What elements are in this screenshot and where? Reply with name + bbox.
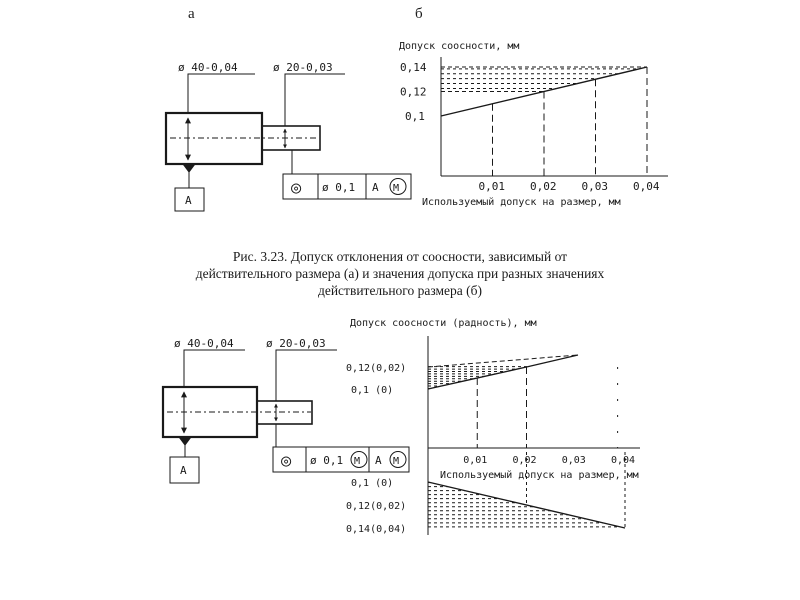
chart-a-y-tick: 0,12 <box>400 85 427 99</box>
chart-b-x-label: Используемый допуск на размер, мм <box>440 470 639 481</box>
chart-b-guide-upper <box>428 355 578 367</box>
chart-a-y-label: Допуск соосности, мм <box>399 41 520 52</box>
caption-line-2: действительного размера (а) и значения допуска при разных значениях <box>195 266 605 281</box>
chart-a-y-tick: 0,14 <box>400 61 427 74</box>
panel-label-a: а <box>188 6 195 22</box>
chart-b-y-tick: 0,12(0,02) <box>346 363 407 374</box>
chart-a-x-tick: 0,04 <box>633 180 660 193</box>
concentricity-icon-b: ◎ <box>281 451 292 471</box>
frame-modifier-b1: M <box>354 456 361 467</box>
frame-value: ø 0,1 <box>322 181 356 194</box>
chart-a-x-tick: 0,03 <box>581 180 608 193</box>
chart-b-marks <box>428 355 625 528</box>
frame-value-b: ø 0,1 <box>310 454 344 467</box>
chart-b-x-tick: 0,04 <box>611 455 636 466</box>
frame-datum: A <box>372 181 379 194</box>
panel-label-b: б <box>415 6 423 22</box>
caption-line-1: Рис. 3.23. Допуск отклонения от соосности, зависимый от <box>232 249 568 264</box>
chart-a-y-tick: 0,1 <box>405 110 425 123</box>
dim-label-small: ø 20-0,03 <box>273 61 333 74</box>
datum-label: A <box>185 194 192 207</box>
chart-b-y-tick: 0,1 (0) <box>351 385 394 396</box>
dim-label-large-b: ø 40-0,04 <box>174 337 234 350</box>
concentricity-icon: ◎ <box>291 178 302 198</box>
chart-a-ticks <box>400 61 660 193</box>
chart-b-ticks <box>346 363 635 535</box>
chart-b-x-tick: 0,01 <box>463 455 488 466</box>
leader-large <box>188 74 255 113</box>
leader-small-b <box>276 350 337 401</box>
chart-a-x-tick: 0,02 <box>530 180 557 193</box>
chart-b <box>428 336 640 535</box>
chart-a <box>441 57 668 176</box>
caption-line-3: действительного размера (б) <box>317 283 483 298</box>
leader-large-b <box>184 350 245 387</box>
chart-b-y-tick-lower: 0,12(0,02) <box>346 501 407 512</box>
chart-b-y-tick-lower: 0,14(0,04) <box>346 524 407 535</box>
datum-triangle <box>183 164 195 172</box>
datum-triangle-b <box>179 437 191 445</box>
chart-b-y-label: Допуск соосности (радность), мм <box>350 318 537 329</box>
chart-a-x-label: Используемый допуск на размер, мм <box>422 197 621 208</box>
dim-label-small-b: ø 20-0,03 <box>266 337 326 350</box>
chart-b-x-tick: 0,03 <box>561 455 586 466</box>
frame-modifier-b2: M <box>393 456 400 467</box>
chart-b-y-tick-lower: 0,1 (0) <box>351 478 394 489</box>
chart-a-x-tick: 0,01 <box>478 180 505 193</box>
chart-b-x-tick: 0,02 <box>512 455 537 466</box>
frame-datum-b: A <box>375 454 382 467</box>
leader-small <box>285 74 345 126</box>
frame-modifier: M <box>393 183 400 194</box>
datum-label-b: A <box>180 464 187 477</box>
chart-a-marks <box>441 67 647 176</box>
dim-label-large: ø 40-0,04 <box>178 61 238 74</box>
